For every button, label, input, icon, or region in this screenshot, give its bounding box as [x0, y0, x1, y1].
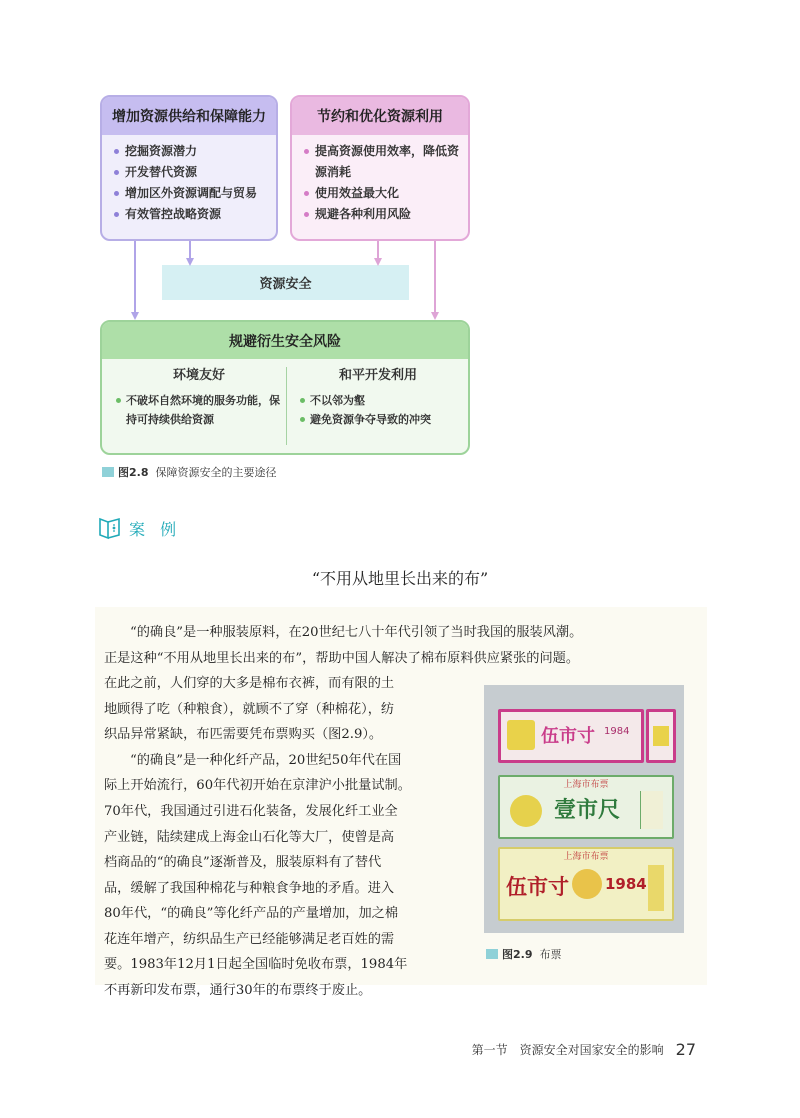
coupon-pink: [498, 709, 644, 763]
body-line: 档商品的“的确良”逐渐普及，服装原料有了替代: [104, 855, 382, 870]
body-line: 织品异常紧缺，布匹需要凭布票购买（图2.9）。: [104, 727, 383, 742]
page-footer: [472, 1040, 696, 1059]
coupon-green-text: 壹市尺: [554, 797, 621, 823]
list-item: 不以邻为壑: [298, 391, 458, 410]
coupon-pink-small: [646, 709, 676, 763]
body-line: 际上开始流行，60年代初开始在京津沪小批量试制。: [104, 778, 411, 793]
list-item: 有效管控战略资源: [112, 204, 276, 225]
figure-caption: [102, 464, 277, 480]
coupon-stub: [648, 865, 664, 911]
peaceful-use-title: 和平开发利用: [338, 368, 417, 383]
page-number: 27: [675, 1040, 696, 1059]
coupon-yellow-header: 上海市布票: [563, 852, 609, 862]
peaceful-use-column: [298, 364, 458, 429]
resource-security-label: 资源安全: [162, 265, 409, 300]
list-item: 不破坏自然环境的服务功能，保持可持续供给资源: [114, 391, 284, 429]
eco-friendly-list: [114, 391, 284, 429]
photo-caption: [486, 946, 562, 962]
case-label: 案 例: [129, 519, 182, 539]
body-line: 70年代，我国通过引进石化装备，发展化纤工业全: [104, 804, 398, 819]
list-item: 避免资源争夺导致的冲突: [298, 410, 458, 429]
coupon-stub: [640, 791, 663, 829]
coupon-seal: [572, 869, 602, 899]
caption-number: 图2.8: [118, 466, 149, 479]
case-title: “不用从地里长出来的布”: [311, 569, 489, 588]
optimize-use-title: 节约和优化资源利用: [292, 97, 468, 135]
body-line: 在此之前，人们穿的大多是棉布衣裤，而有限的土: [104, 676, 395, 691]
avoid-risk-title: 规避衍生安全风险: [102, 322, 468, 359]
coupon-pink-year: 1984: [604, 726, 630, 737]
increase-supply-title: 增加资源供给和保障能力: [102, 97, 276, 135]
list-item: 规避各种利用风险: [302, 204, 468, 225]
coupon-yellow-text: 伍市寸: [506, 874, 569, 899]
coupon-seal: [507, 720, 535, 750]
coupon-yellow: [498, 847, 674, 921]
case-heading: [97, 515, 181, 541]
body-line: 不再新印发布票，通行30年的布票终于废止。: [104, 983, 372, 998]
coupon-green-header: 上海市布票: [563, 780, 609, 790]
footer-section-title: 第一节 资源安全对国家安全的影响: [471, 1043, 664, 1057]
body-line: “的确良”是一种化纤产品，20世纪50年代在国: [130, 753, 402, 768]
coupon-yellow-year: 1984: [605, 875, 647, 893]
body-line: 花连年增产，纺织品生产已经能够满足老百姓的需: [104, 932, 395, 947]
list-item: 挖掘资源潜力: [112, 141, 276, 162]
body-line: 产业链，陆续建成上海金山石化等大厂，使曾是高: [104, 830, 395, 845]
coupon-pink-text: 伍市寸: [541, 726, 595, 747]
body-line: 地顾得了吃（种粮食），就顾不了穿（种棉花），纺: [104, 702, 395, 717]
avoid-risk-box: [100, 320, 470, 455]
list-item: 增加区外资源调配与贸易: [112, 183, 276, 204]
body-line: 正是这种“不用从地里长出来的布”，帮助中国人解决了棉布原料供应紧张的问题。: [104, 651, 580, 666]
caption-marker-icon: [102, 467, 114, 477]
cloth-coupon-photo: [484, 685, 684, 933]
eco-friendly-column: [114, 364, 284, 429]
body-line: 要。1983年12月1日起全国临时免收布票，1984年: [104, 957, 408, 972]
body-line: 品，缓解了我国种棉花与种粮食争地的矛盾。进入: [104, 881, 395, 896]
caption-marker-icon: [486, 949, 498, 959]
case-book-icon: [97, 515, 123, 541]
diagram-arrows: [0, 0, 800, 330]
caption-text: 保障资源安全的主要途径: [155, 466, 277, 479]
list-item: 使用效益最大化: [302, 183, 468, 204]
body-line: 80年代，“的确良”等化纤产品的产量增加，加之棉: [104, 906, 399, 921]
caption-text: 布票: [539, 948, 562, 961]
body-line: “的确良”是一种服装原料，在20世纪七八十年代引领了当时我国的服装风潮。: [130, 625, 583, 640]
eco-friendly-title: 环境友好: [172, 368, 225, 383]
column-divider: [286, 367, 287, 445]
peaceful-use-list: [298, 391, 458, 429]
coupon-seal: [510, 795, 542, 827]
coupon-seal: [653, 726, 669, 746]
caption-number: 图2.9: [502, 948, 533, 961]
list-item-text: 提高资源使用效率，降低资源消耗: [315, 144, 460, 179]
coupon-green: [498, 775, 674, 839]
list-item: 开发替代资源: [112, 162, 276, 183]
